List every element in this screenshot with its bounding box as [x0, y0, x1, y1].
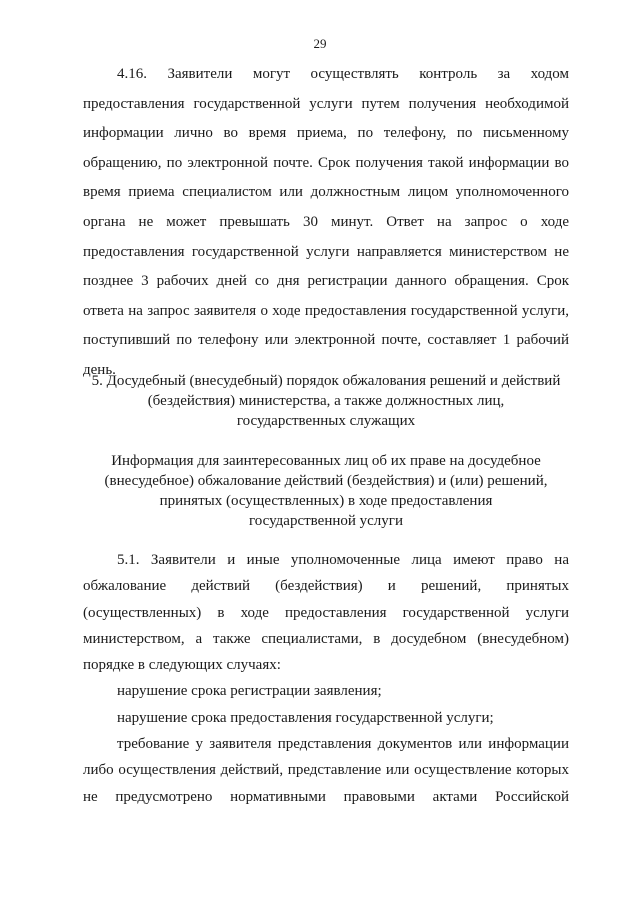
paragraph-line: время приема специалистом или должностным лицом уполномоченного: [83, 184, 569, 201]
heading-line: государственной услуги: [249, 513, 403, 529]
paragraph-5-1: [83, 547, 569, 810]
heading-line: (внесудебное) обжалование действий (бездействия) и (или) решений,: [104, 473, 548, 489]
paragraph-line: 4.16. Заявители могут осуществлять контроль за ходом: [117, 66, 569, 82]
paragraph-line: министерством, а также специалистами, в досудебном (внесудебном): [83, 630, 569, 647]
paragraph-line: день.: [83, 361, 116, 378]
paragraph-line: поступивший по телефону или электронной почте, составляет 1 рабочий: [83, 332, 569, 349]
heading-line: Информация для заинтересованных лиц об их праве на досудебное: [111, 453, 541, 469]
paragraph-line: органа не может превышать 30 минут. Ответ на запрос о ходе: [83, 213, 569, 230]
page-number: 29: [313, 36, 327, 51]
paragraph-line: 5.1. Заявители и иные уполномоченные лица имеют право на: [117, 552, 569, 568]
info-heading: [83, 451, 569, 531]
paragraph-line: обжалование действий (бездействия) и решений, принятых: [83, 578, 569, 595]
heading-line: принятых (осуществленных) в ходе предоставления: [159, 493, 493, 509]
heading-line: государственных служащих: [236, 413, 416, 429]
section-5-heading: [83, 371, 569, 431]
paragraph-line: порядке в следующих случаях:: [83, 657, 281, 674]
paragraph-line: обращению, по электронной почте. Срок получения такой информации во: [83, 154, 569, 171]
paragraph-4-16: [83, 60, 569, 386]
paragraph-line: не предусмотрено нормативными правовыми актами Российской: [83, 788, 569, 805]
paragraph-line: (осуществленных) в ходе предоставления государственной услуги: [83, 604, 569, 621]
heading-line: (бездействия) министерства, а также должностных лиц,: [147, 393, 505, 409]
list-item: нарушение срока предоставления государственной услуги;: [117, 709, 494, 726]
list-item: нарушение срока регистрации заявления;: [117, 683, 382, 700]
paragraph-line: ответа на запрос заявителя о ходе предоставления государственной услуги,: [83, 302, 569, 319]
paragraph-line: позднее 3 рабочих дней со дня регистрации данного обращения. Срок: [83, 273, 569, 290]
list-item: требование у заявителя представления документов или информации: [117, 736, 569, 753]
paragraph-line: информации лично во время приема, по телефону, по письменному: [83, 125, 569, 142]
paragraph-line: предоставления государственной услуги направляется министерством не: [83, 243, 569, 260]
heading-line: 5. Досудебный (внесудебный) порядок обжалования решений и действий: [91, 373, 561, 389]
paragraph-line: либо осуществления действий, представление или осуществление которых: [83, 762, 569, 779]
paragraph-line: предоставления государственной услуги путем получения необходимой: [83, 95, 569, 112]
